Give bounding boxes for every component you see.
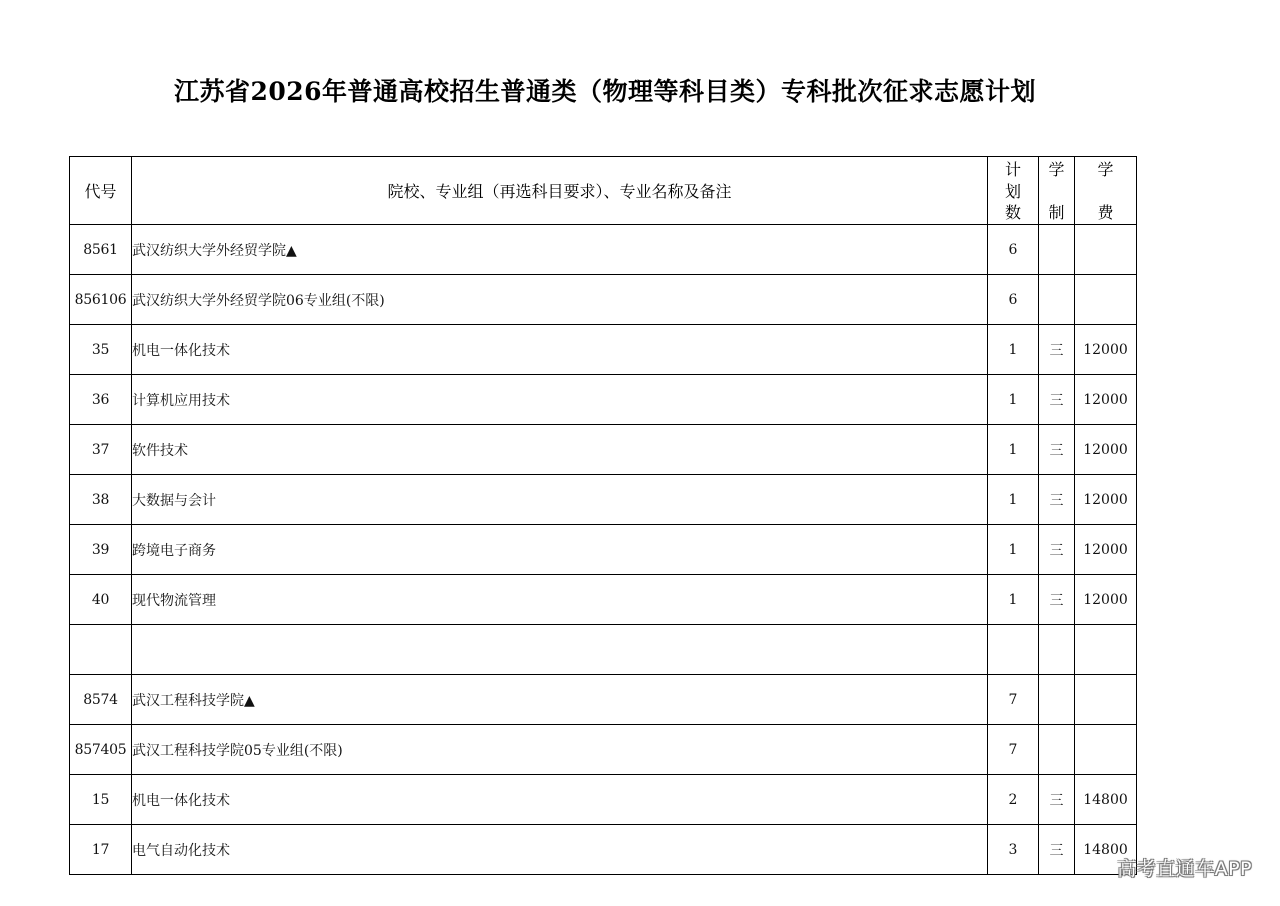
header-plan-char: 划 xyxy=(1004,181,1021,201)
header-tuition xyxy=(1075,157,1137,225)
cell-plan-count: 1 xyxy=(988,325,1039,375)
table-row xyxy=(70,425,1137,475)
cell-study-length: 三 xyxy=(1039,475,1075,525)
table-row xyxy=(70,675,1137,725)
header-name: 院校、专业组（再选科目要求）、专业名称及备注 xyxy=(132,157,988,225)
table-row xyxy=(70,775,1137,825)
cell-plan-count: 3 xyxy=(988,825,1039,875)
cell-name: 机电一体化技术 xyxy=(132,775,988,825)
table-body xyxy=(70,225,1137,875)
cell-name: 现代物流管理 xyxy=(132,575,988,625)
cell-study-length: 三 xyxy=(1039,425,1075,475)
cell-tuition xyxy=(1075,275,1137,325)
header-code: 代号 xyxy=(70,157,132,225)
cell-study-length: 三 xyxy=(1039,375,1075,425)
table-row xyxy=(70,725,1137,775)
header-fee-char: 学 xyxy=(1097,160,1114,179)
cell-code: 38 xyxy=(70,475,132,525)
cell-code: 40 xyxy=(70,575,132,625)
cell-name: 电气自动化技术 xyxy=(132,825,988,875)
cell-study-length xyxy=(1039,625,1075,675)
enrollment-plan-table xyxy=(69,156,1137,875)
cell-plan-count: 2 xyxy=(988,775,1039,825)
cell-plan-count: 1 xyxy=(988,525,1039,575)
cell-plan-count: 7 xyxy=(988,675,1039,725)
cell-name: 跨境电子商务 xyxy=(132,525,988,575)
cell-name: 武汉工程科技学院▲ xyxy=(132,675,988,725)
cell-plan-count: 6 xyxy=(988,275,1039,325)
cell-name: 软件技术 xyxy=(132,425,988,475)
table-row xyxy=(70,525,1137,575)
cell-tuition: 14800 xyxy=(1075,825,1137,875)
cell-code xyxy=(70,625,132,675)
cell-plan-count xyxy=(988,625,1039,675)
cell-name: 武汉纺织大学外经贸学院06专业组(不限) xyxy=(132,275,988,325)
cell-tuition xyxy=(1075,725,1137,775)
cell-name: 大数据与会计 xyxy=(132,475,988,525)
cell-tuition: 12000 xyxy=(1075,475,1137,525)
cell-tuition: 12000 xyxy=(1075,525,1137,575)
cell-tuition: 12000 xyxy=(1075,375,1137,425)
header-plan-char: 数 xyxy=(1004,203,1021,222)
cell-study-length xyxy=(1039,725,1075,775)
cell-study-length: 三 xyxy=(1039,525,1075,575)
cell-tuition xyxy=(1075,225,1137,275)
cell-tuition: 12000 xyxy=(1075,575,1137,625)
cell-tuition: 12000 xyxy=(1075,325,1137,375)
cell-code: 39 xyxy=(70,525,132,575)
cell-name: 机电一体化技术 xyxy=(132,325,988,375)
cell-code: 15 xyxy=(70,775,132,825)
cell-tuition: 12000 xyxy=(1075,425,1137,475)
cell-tuition: 14800 xyxy=(1075,775,1137,825)
cell-code: 8561 xyxy=(70,225,132,275)
header-fee-char: 费 xyxy=(1097,203,1114,222)
cell-code: 857405 xyxy=(70,725,132,775)
cell-study-length xyxy=(1039,225,1075,275)
document-title: 江苏省2026年普通高校招生普通类（物理等科目类）专科批次征求志愿计划 xyxy=(173,77,1037,106)
cell-name: 武汉工程科技学院05专业组(不限) xyxy=(132,725,988,775)
cell-plan-count: 7 xyxy=(988,725,1039,775)
cell-study-length: 三 xyxy=(1039,575,1075,625)
cell-study-length xyxy=(1039,675,1075,725)
cell-plan-count: 6 xyxy=(988,225,1039,275)
header-length-char: 学 xyxy=(1048,160,1065,179)
cell-code: 856106 xyxy=(70,275,132,325)
cell-code: 8574 xyxy=(70,675,132,725)
cell-study-length: 三 xyxy=(1039,775,1075,825)
cell-plan-count: 1 xyxy=(988,475,1039,525)
cell-code: 35 xyxy=(70,325,132,375)
table-row xyxy=(70,275,1137,325)
cell-tuition xyxy=(1075,625,1137,675)
app-watermark: 高考直通车APP xyxy=(1117,858,1252,880)
cell-study-length: 三 xyxy=(1039,325,1075,375)
header-study-length xyxy=(1039,157,1075,225)
cell-study-length xyxy=(1039,275,1075,325)
cell-name: 计算机应用技术 xyxy=(132,375,988,425)
cell-study-length: 三 xyxy=(1039,825,1075,875)
header-plan-char: 计 xyxy=(1004,160,1021,179)
table-row xyxy=(70,625,1137,675)
table-row xyxy=(70,375,1137,425)
cell-name xyxy=(132,625,988,675)
table-header-row xyxy=(70,157,1137,225)
table-row xyxy=(70,825,1137,875)
cell-code: 17 xyxy=(70,825,132,875)
cell-plan-count: 1 xyxy=(988,575,1039,625)
cell-plan-count: 1 xyxy=(988,425,1039,475)
cell-plan-count: 1 xyxy=(988,375,1039,425)
table-row xyxy=(70,475,1137,525)
cell-name: 武汉纺织大学外经贸学院▲ xyxy=(132,225,988,275)
header-length-char: 制 xyxy=(1048,203,1065,222)
cell-code: 36 xyxy=(70,375,132,425)
header-plan-count xyxy=(988,157,1039,225)
table-row xyxy=(70,575,1137,625)
cell-code: 37 xyxy=(70,425,132,475)
cell-tuition xyxy=(1075,675,1137,725)
table-row xyxy=(70,325,1137,375)
table-row xyxy=(70,225,1137,275)
